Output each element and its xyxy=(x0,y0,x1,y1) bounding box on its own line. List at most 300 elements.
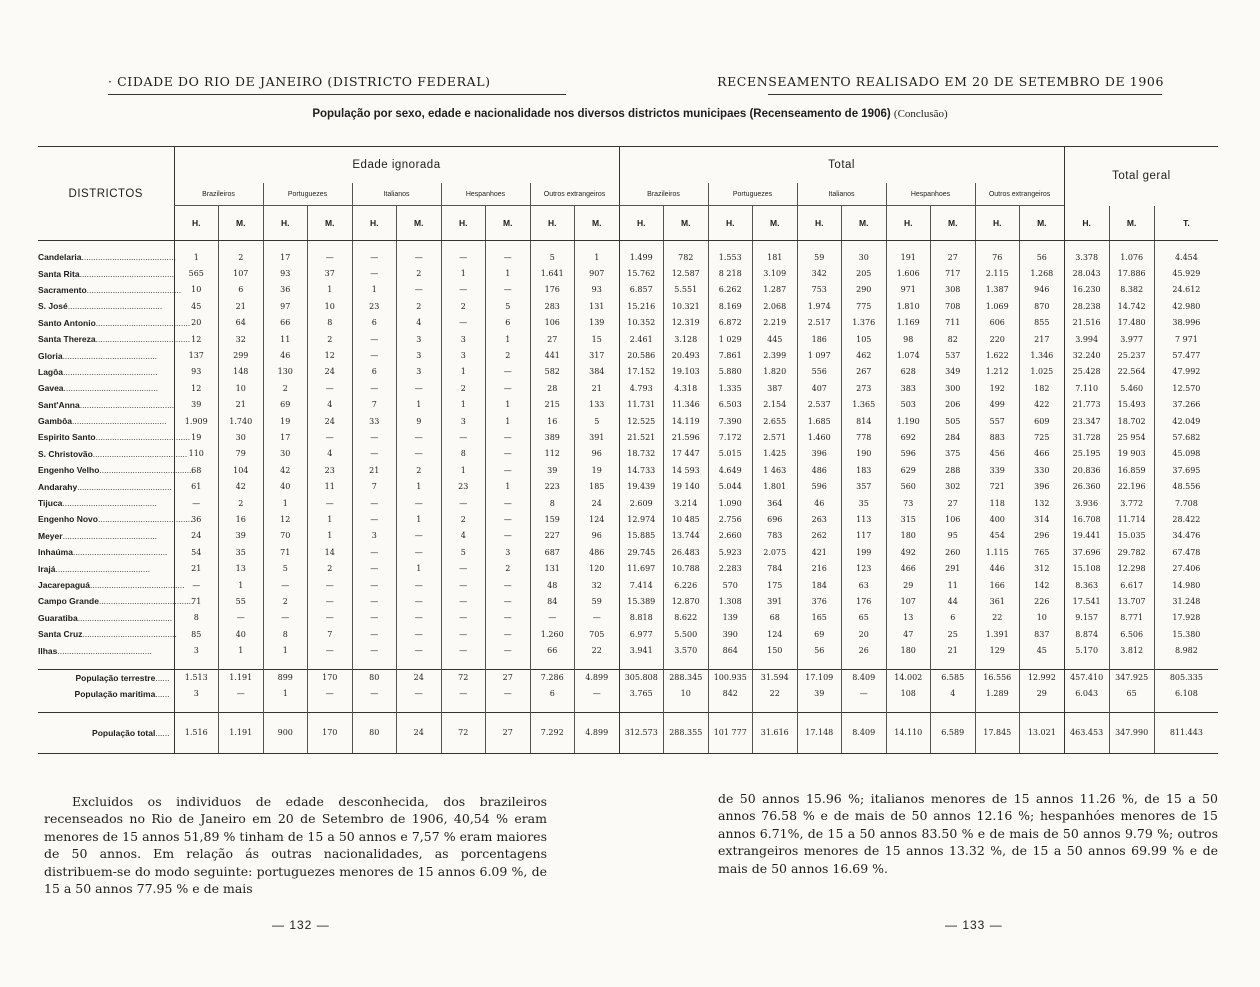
cell-ei: 12 xyxy=(174,331,219,347)
cell-ei: — xyxy=(530,610,575,626)
leader-dots: ........................................ xyxy=(77,481,172,492)
cell-tg: 17.928 xyxy=(1154,610,1218,626)
cell-ei: 1.740 xyxy=(219,413,264,429)
cell-ei: 1 xyxy=(441,265,486,281)
cell-ei: 170 xyxy=(308,669,353,686)
cell-tot: 29.745 xyxy=(619,544,664,560)
commentary-right: de 50 annos 15.96 %; italianos menores de 15 annos 11.26 %, de 15 a 50 annos 76.58 % e de mais de 50 annos 12.16 %; hespanhóes menores de 15 annos 6.71%, de 15 a 50 annos 83.50 % e de mais de 50 annos 9.79 %; outros extrangeiros menores de 15 annos 13.32 %, de 15 a 50 annos 69.99 % e de mais de 50 annos 16.69 %. xyxy=(718,791,1218,876)
page-number-right: — 133 — xyxy=(945,918,1003,932)
column-header-m: M. xyxy=(308,206,353,241)
cell-tot: 1.308 xyxy=(708,593,753,609)
cell-ei: 97 xyxy=(263,298,308,314)
cell-tg: 19.441 xyxy=(1064,528,1109,544)
cell-tot: 814 xyxy=(842,413,887,429)
cell-tot: 12.870 xyxy=(664,593,709,609)
cell-tot: 20.493 xyxy=(664,347,709,363)
cell-tot: 11.697 xyxy=(619,560,664,576)
cell-ei: — xyxy=(352,577,397,593)
cell-tot: 8.409 xyxy=(842,712,887,753)
cell-tot: 26.483 xyxy=(664,544,709,560)
cell-tot: 12.319 xyxy=(664,315,709,331)
cell-ei: 16 xyxy=(219,511,264,527)
cell-tot: 65 xyxy=(842,610,887,626)
column-header-m: M. xyxy=(1109,206,1154,241)
cell-tot: 339 xyxy=(975,462,1020,478)
cell-ei: 139 xyxy=(575,315,620,331)
cell-tot: 537 xyxy=(931,347,976,363)
cell-tot: 19.439 xyxy=(619,478,664,494)
cell-ei: 1 xyxy=(486,331,531,347)
cell-ei: 391 xyxy=(575,429,620,445)
cell-tot: 753 xyxy=(797,282,842,298)
cell-ei: — xyxy=(441,577,486,593)
cell-tot: 349 xyxy=(931,364,976,380)
cell-tg: 57.477 xyxy=(1154,347,1218,363)
cell-tg: 14.980 xyxy=(1154,577,1218,593)
cell-ei: 120 xyxy=(575,560,620,576)
district-label: Jacarepaguá xyxy=(38,580,90,590)
cell-tot: 312.573 xyxy=(619,712,664,753)
cell-ei: 22 xyxy=(575,642,620,658)
leader-dots: ........................................ xyxy=(89,580,185,590)
cell-tg: 3.772 xyxy=(1109,495,1154,511)
cell-tg: 6.043 xyxy=(1064,686,1109,702)
cell-tot: 2.756 xyxy=(708,511,753,527)
district-label: Santo Antonio xyxy=(38,317,96,328)
nationality-header: Hespanhoes xyxy=(441,183,530,206)
cell-ei: 1 xyxy=(174,241,219,266)
cell-ei: 24 xyxy=(397,712,442,753)
column-header-h: H. xyxy=(797,206,842,241)
cell-tot: 2.283 xyxy=(708,560,753,576)
cell-tg: 3.994 xyxy=(1064,331,1109,347)
cell-tg: 805.335 xyxy=(1154,669,1218,686)
cell-tot: 3.214 xyxy=(664,495,709,511)
cell-tot: 1.212 xyxy=(975,364,1020,380)
column-header-t: T. xyxy=(1154,206,1218,241)
cell-ei: 1.641 xyxy=(530,265,575,281)
cell-ei: — xyxy=(352,331,397,347)
cell-ei: 28 xyxy=(530,380,575,396)
cell-ei: — xyxy=(352,642,397,658)
district-name xyxy=(38,560,174,576)
cell-tg: 21.773 xyxy=(1064,397,1109,413)
district-label: Santa Cruz xyxy=(38,629,83,640)
nationality-header: Italianos xyxy=(797,183,886,206)
cell-ei: — xyxy=(352,626,397,642)
cell-tg: 37.696 xyxy=(1064,544,1109,560)
cell-tot: 783 xyxy=(753,528,798,544)
district-name xyxy=(38,397,174,413)
cell-tot: 3.109 xyxy=(753,265,798,281)
cell-tot: 118 xyxy=(975,495,1020,511)
cell-ei: 15 xyxy=(575,331,620,347)
leader-dots: ...... xyxy=(155,727,170,738)
district-label: Guaratiba xyxy=(38,612,78,623)
cell-ei: — xyxy=(397,446,442,462)
cell-tg: 811.443 xyxy=(1154,712,1218,753)
leader-dots: ........................................ xyxy=(98,596,194,607)
cell-tot: 784 xyxy=(753,560,798,576)
cell-tot: 1 463 xyxy=(753,462,798,478)
cell-ei: 32 xyxy=(575,577,620,593)
cell-tg: 8.363 xyxy=(1064,577,1109,593)
cell-ei: 16 xyxy=(530,413,575,429)
cell-tot: 596 xyxy=(886,446,931,462)
cell-ei: 170 xyxy=(308,712,353,753)
cell-tot: 725 xyxy=(1020,429,1065,445)
cell-tot: 165 xyxy=(797,610,842,626)
cell-tot: 69 xyxy=(797,626,842,642)
cell-tot: 4.318 xyxy=(664,380,709,396)
cell-ei: 6 xyxy=(352,364,397,380)
cell-tot: 1.090 xyxy=(708,495,753,511)
cell-ei: — xyxy=(397,686,442,702)
cell-ei: 3 xyxy=(397,347,442,363)
district-name xyxy=(38,544,174,560)
cell-ei: — xyxy=(352,511,397,527)
cell-ei: — xyxy=(441,495,486,511)
cell-tot: 492 xyxy=(886,544,931,560)
cell-ei: — xyxy=(486,364,531,380)
header-rule-left xyxy=(108,94,566,95)
cell-ei: 2 xyxy=(486,560,531,576)
cell-ei: 107 xyxy=(219,265,264,281)
spacer-row xyxy=(38,659,1218,670)
cell-ei: — xyxy=(352,610,397,626)
table-row xyxy=(38,686,1218,702)
cell-tot: 10.788 xyxy=(664,560,709,576)
cell-tot: 486 xyxy=(797,462,842,478)
district-name xyxy=(38,626,177,642)
cell-tot: 288.355 xyxy=(664,712,709,753)
cell-tg: 7 971 xyxy=(1154,331,1218,347)
table-row xyxy=(38,528,1218,544)
cell-ei: 2 xyxy=(441,511,486,527)
cell-tg: 47.992 xyxy=(1154,364,1218,380)
nationality-header: Portuguezes xyxy=(708,183,797,206)
cell-ei: 6 xyxy=(352,315,397,331)
cell-ei: 39 xyxy=(530,462,575,478)
cell-tot: 5.551 xyxy=(664,282,709,298)
cell-ei: 55 xyxy=(219,593,264,609)
cell-ei: 4.899 xyxy=(575,669,620,686)
commentary-left: Excluidos os individuos de edade desconhecida, dos brazileiros recenseados no Rio de Janeiro em 20 de Setembro de 1906, 40,54 % eram menores de 15 annos 51,89 % tinham de 15 a 50 annos e 7,57 % eram maiores de 50 annos. Em relação ás outras nacionalidades, as porcentagens distribuem-se do modo seguinte: portuguezes menores de 15 annos 6.09 %, de 15 a 50 annos 77.95 % e de mais xyxy=(44,794,547,897)
cell-tot: 76 xyxy=(975,241,1020,266)
cell-tot: 1.425 xyxy=(753,446,798,462)
cell-tot: 505 xyxy=(931,413,976,429)
cell-ei: — xyxy=(397,282,442,298)
table-row xyxy=(38,241,1218,266)
district-name xyxy=(38,642,174,658)
cell-ei: 3 xyxy=(441,331,486,347)
cell-ei: — xyxy=(174,495,219,511)
cell-ei: 11 xyxy=(308,478,353,494)
cell-ei: 14 xyxy=(308,544,353,560)
cell-tot: 206 xyxy=(931,397,976,413)
cell-tot: 330 xyxy=(1020,462,1065,478)
district-label: Gambôa xyxy=(38,416,73,427)
cell-ei: 2 xyxy=(397,265,442,281)
cell-tg: 67.478 xyxy=(1154,544,1218,560)
cell-ei: 21 xyxy=(219,397,264,413)
cell-tot: 4.793 xyxy=(619,380,664,396)
cell-ei: 389 xyxy=(530,429,575,445)
cell-tot: 308 xyxy=(931,282,976,298)
cell-tot: 375 xyxy=(931,446,976,462)
cell-tot: 1.622 xyxy=(975,347,1020,363)
cell-ei: — xyxy=(263,577,308,593)
cell-tot: 101 777 xyxy=(708,712,753,753)
column-header-m: M. xyxy=(664,206,709,241)
group-header-edade-ignorada: Edade ignorada xyxy=(174,147,619,184)
cell-tot: 570 xyxy=(708,577,753,593)
cell-ei: 3 xyxy=(397,331,442,347)
leader-dots: ........................................ xyxy=(57,645,152,656)
cell-ei: 21 xyxy=(219,298,264,314)
cell-ei: 66 xyxy=(263,315,308,331)
table-row xyxy=(38,298,1218,314)
cell-ei: 130 xyxy=(263,364,308,380)
cell-ei: 5 xyxy=(530,241,575,266)
cell-tot: 15.216 xyxy=(619,298,664,314)
cell-ei: — xyxy=(397,528,442,544)
cell-ei: 11 xyxy=(263,331,308,347)
cell-ei: — xyxy=(486,446,531,462)
district-column-header: DISTRICTOS xyxy=(38,147,174,241)
cell-tot: 6.872 xyxy=(708,315,753,331)
cell-tot: 3.570 xyxy=(664,642,709,658)
cell-ei: 36 xyxy=(263,282,308,298)
district-label: Tijuca xyxy=(38,498,63,509)
cell-tg: 3.812 xyxy=(1109,642,1154,658)
cell-tot: 14.002 xyxy=(886,669,931,686)
cell-tot: 4 xyxy=(931,686,976,702)
page-number-left: — 132 — xyxy=(272,918,330,932)
cell-tot: 2.154 xyxy=(753,397,798,413)
cell-tot: 19 140 xyxy=(664,478,709,494)
cell-tot: 1.069 xyxy=(975,298,1020,314)
cell-tot: 5.015 xyxy=(708,446,753,462)
cell-tot: 1.685 xyxy=(797,413,842,429)
leader-dots: ........................................ xyxy=(63,383,158,394)
cell-ei: 24 xyxy=(308,413,353,429)
cell-tot: 29 xyxy=(1020,686,1065,702)
cell-ei: 10 xyxy=(308,298,353,314)
cell-ei: 1.513 xyxy=(174,669,219,686)
leader-dots: ........................................ xyxy=(99,465,194,476)
cell-ei: — xyxy=(486,593,531,609)
cell-ei: — xyxy=(486,511,531,527)
district-label: Espirito Santo xyxy=(38,432,96,443)
cell-ei: 1 xyxy=(441,397,486,413)
cell-tot: 778 xyxy=(842,429,887,445)
district-label: Santa Thereza xyxy=(38,334,96,345)
cell-ei: 133 xyxy=(575,397,620,413)
cell-ei: — xyxy=(352,686,397,702)
cell-tg: 4.454 xyxy=(1154,241,1218,266)
cell-tot: 6.226 xyxy=(664,577,709,593)
district-label: S. José xyxy=(38,301,68,312)
cell-ei: 23 xyxy=(441,478,486,494)
cell-tot: 1.391 xyxy=(975,626,1020,642)
column-header-m: M. xyxy=(753,206,798,241)
cell-ei: 1 xyxy=(308,528,353,544)
spacer-row xyxy=(38,702,1218,713)
cell-ei: — xyxy=(352,495,397,511)
cell-ei: — xyxy=(352,560,397,576)
cell-ei: 1 xyxy=(441,364,486,380)
cell-ei: — xyxy=(441,610,486,626)
cell-ei: — xyxy=(441,626,486,642)
cell-ei: 40 xyxy=(263,478,308,494)
cell-tot: 2.399 xyxy=(753,347,798,363)
district-name xyxy=(38,241,174,266)
cell-tot: 106 xyxy=(931,511,976,527)
group-header-total-geral: Total geral xyxy=(1064,147,1218,206)
table-row xyxy=(38,331,1218,347)
cell-ei: — xyxy=(575,610,620,626)
cell-ei: — xyxy=(308,380,353,396)
cell-ei: 39 xyxy=(174,397,219,413)
cell-tot: 216 xyxy=(797,560,842,576)
cell-tot: 314 xyxy=(1020,511,1065,527)
cell-ei: — xyxy=(486,495,531,511)
cell-tot: 17.845 xyxy=(975,712,1020,753)
cell-ei: 3 xyxy=(174,642,219,658)
cell-ei: 17 xyxy=(263,429,308,445)
column-header-h: H. xyxy=(619,206,664,241)
cell-tot: 107 xyxy=(886,593,931,609)
cell-tg: 15.108 xyxy=(1064,560,1109,576)
cell-tg: 6.506 xyxy=(1109,626,1154,642)
cell-tot: 1.287 xyxy=(753,282,798,298)
cell-tot: 7.414 xyxy=(619,577,664,593)
cell-ei: 3 xyxy=(486,544,531,560)
leader-dots: ........................................ xyxy=(95,432,191,443)
cell-ei: 27 xyxy=(486,712,531,753)
cell-ei: 39 xyxy=(219,528,264,544)
cell-ei: — xyxy=(263,610,308,626)
cell-ei: 54 xyxy=(174,544,219,560)
cell-tot: 117 xyxy=(842,528,887,544)
cell-tot: 8.818 xyxy=(619,610,664,626)
cell-tot: 56 xyxy=(1020,241,1065,266)
cell-tot: 10.321 xyxy=(664,298,709,314)
cell-ei: 8 xyxy=(441,446,486,462)
cell-ei: — xyxy=(219,686,264,702)
cell-tot: 35 xyxy=(842,495,887,511)
leader-dots: ...... xyxy=(155,672,170,683)
cell-tot: 184 xyxy=(797,577,842,593)
cell-ei: — xyxy=(441,315,486,331)
cell-tg: 26.360 xyxy=(1064,478,1109,494)
cell-tot: 376 xyxy=(797,593,842,609)
cell-tg: 21.516 xyxy=(1064,315,1109,331)
table-row xyxy=(38,495,1218,511)
cell-tot: 73 xyxy=(886,495,931,511)
cell-tg: 6.108 xyxy=(1154,686,1218,702)
cell-ei: 46 xyxy=(263,347,308,363)
cell-tot: 462 xyxy=(842,347,887,363)
cell-ei: — xyxy=(308,610,353,626)
cell-ei: 1 xyxy=(397,511,442,527)
leader-dots: ...... xyxy=(155,688,170,699)
total-row xyxy=(38,712,1218,753)
cell-tot: — xyxy=(842,686,887,702)
nationality-header: Hespanhoes xyxy=(886,183,975,206)
cell-ei: 7 xyxy=(352,397,397,413)
cell-tot: 181 xyxy=(753,241,798,266)
table-row xyxy=(38,610,1218,626)
cell-tg: 3.936 xyxy=(1064,495,1109,511)
cell-ei: 2 xyxy=(486,347,531,363)
cell-ei: — xyxy=(486,429,531,445)
table-row xyxy=(38,626,1218,642)
cell-tot: 21.596 xyxy=(664,429,709,445)
cell-ei: 45 xyxy=(174,298,219,314)
cell-tot: 456 xyxy=(975,446,1020,462)
cell-tg: 28.043 xyxy=(1064,265,1109,281)
cell-tot: 454 xyxy=(975,528,1020,544)
cell-tot: 1.499 xyxy=(619,241,664,266)
cell-ei: — xyxy=(486,642,531,658)
cell-ei: — xyxy=(397,626,442,642)
cell-tg: 37.266 xyxy=(1154,397,1218,413)
cell-ei: 223 xyxy=(530,478,575,494)
cell-ei: 8 xyxy=(530,495,575,511)
cell-tg: 16.708 xyxy=(1064,511,1109,527)
cell-ei: 131 xyxy=(530,560,575,576)
cell-ei: 71 xyxy=(263,544,308,560)
cell-tot: 290 xyxy=(842,282,887,298)
cell-ei: 1 xyxy=(352,282,397,298)
table-title-sub: (Conclusão) xyxy=(893,108,948,120)
cell-ei: 80 xyxy=(352,669,397,686)
cell-ei: — xyxy=(397,577,442,593)
cell-ei: 5 xyxy=(263,560,308,576)
cell-tg: 38.996 xyxy=(1154,315,1218,331)
cell-ei: 33 xyxy=(352,413,397,429)
cell-tot: 296 xyxy=(1020,528,1065,544)
cell-ei: 7 xyxy=(352,478,397,494)
cell-tot: 721 xyxy=(975,478,1020,494)
cell-tot: 129 xyxy=(975,642,1020,658)
cell-tot: 629 xyxy=(886,462,931,478)
cell-ei: 6 xyxy=(486,315,531,331)
cell-ei: 23 xyxy=(308,462,353,478)
cell-tg: 8.382 xyxy=(1109,282,1154,298)
cell-tot: 556 xyxy=(797,364,842,380)
column-header-m: M. xyxy=(397,206,442,241)
cell-tot: 2.517 xyxy=(797,315,842,331)
cell-tot: 199 xyxy=(842,544,887,560)
cell-tot: 837 xyxy=(1020,626,1065,642)
cell-ei: 131 xyxy=(575,298,620,314)
cell-ei: — xyxy=(308,593,353,609)
cell-ei: 2 xyxy=(397,298,442,314)
cell-ei: 1 xyxy=(397,478,442,494)
cell-tg: 24.612 xyxy=(1154,282,1218,298)
cell-tot: 5.500 xyxy=(664,626,709,642)
district-name xyxy=(38,282,182,298)
cell-ei: 2 xyxy=(308,560,353,576)
cell-tot: 315 xyxy=(886,511,931,527)
cell-tg: 25.195 xyxy=(1064,446,1109,462)
cell-tot: 383 xyxy=(886,380,931,396)
cell-tot: 17.152 xyxy=(619,364,664,380)
cell-tot: 1.553 xyxy=(708,241,753,266)
